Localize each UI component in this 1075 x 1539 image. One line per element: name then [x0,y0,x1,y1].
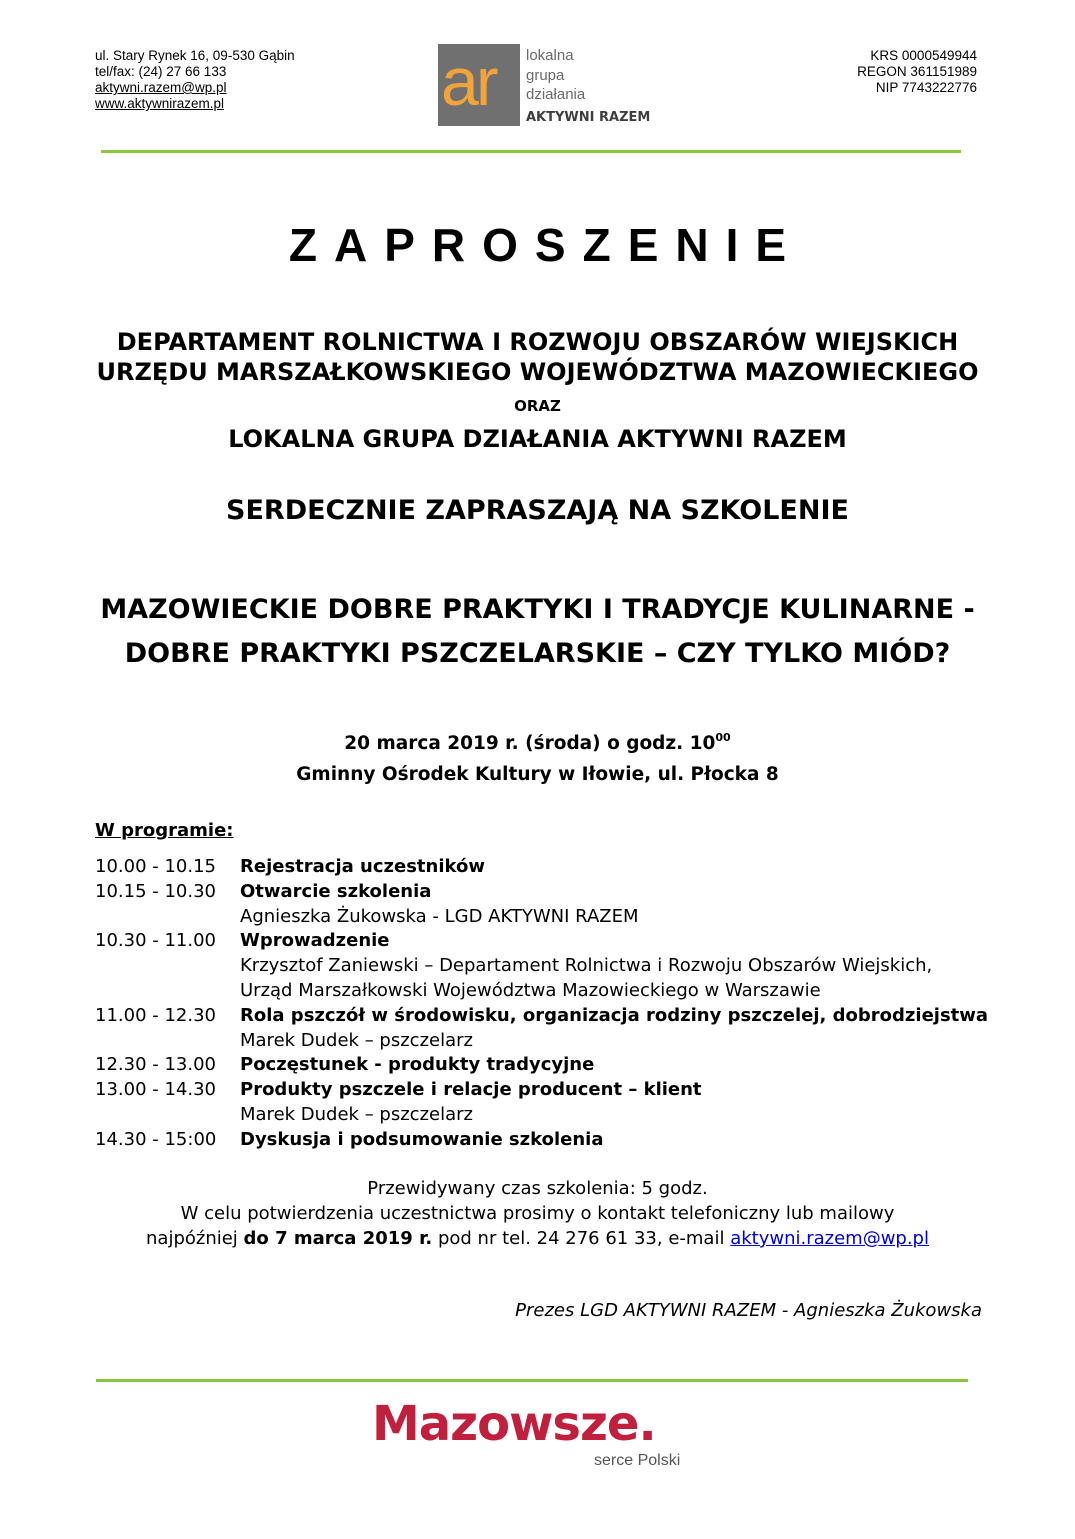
header-divider [101,150,961,153]
program-activity: Rejestracja uczestników [240,856,485,877]
website-link[interactable]: www.aktywnirazem.pl [95,96,225,111]
event-date-text: 20 marca 2019 r. (środa) o godz. 10 [344,733,716,754]
program-activity: Produkty pszczele i relacje producent – klient [240,1079,702,1101]
organizer-conjunction: ORAZ [514,397,561,415]
training-title-2: DOBRE PRAKTYKI PSZCZELARSKIE – CZY TYLKO MIÓD? [124,638,951,669]
program-activity: Rola pszczół w środowisku, organizacja rodziny pszczelej, dobrodziejstwa [240,1004,989,1026]
program-activity: Wprowadzenie [240,930,390,952]
program-time: 12.30 - 13.00 [95,1054,216,1076]
nip: NIP 7743222776 [875,80,977,95]
email-link[interactable]: aktywni.razem@wp.pl [95,80,227,95]
mazowsze-logo [372,1396,712,1478]
footer-email-link[interactable]: aktywni.razem@wp.pl [730,1228,929,1249]
program-item [95,1128,995,1153]
program-time: 14.30 - 15:00 [95,1128,217,1150]
program-speaker: Marek Dudek – pszczelarz [240,1103,473,1125]
confirm-note: W celu potwierdzenia uczestnictwa prosimy o kontakt telefoniczny lub mailowy [180,1203,895,1224]
program-speaker: Agnieszka Żukowska - LGD AKTYWNI RAZEM [240,905,639,927]
program-item [95,1004,995,1029]
program-speaker: Marek Dudek – pszczelarz [240,1029,473,1051]
deadline-pre: najpóźniej [146,1228,244,1249]
program-speaker: Urząd Marszałkowski Województwa Mazowieckiego w Warszawie [240,979,821,1001]
signature: Prezes LGD AKTYWNI RAZEM - Agnieszka Żukowska [515,1300,982,1321]
program-time: 11.00 - 12.30 [95,1004,216,1026]
invite-heading: SERDECZNIE ZAPRASZAJĄ NA SZKOLENIE [226,495,849,526]
logo-name: AKTYWNI RAZEM [526,110,651,125]
duration-note: Przewidywany czas szkolenia: 5 godz. [367,1178,708,1199]
header-contact [95,48,295,112]
event-place: Gminny Ośrodek Kultury w Iłowie, ul. Płocka 8 [296,764,779,785]
program-item [95,880,995,905]
logo-line: lokalna [526,47,574,64]
event-date [0,728,1075,759]
mazowsze-wordmark: Mazowsze. [372,1396,656,1452]
program-time: 10.30 - 11.00 [95,930,216,952]
program-activity: Otwarcie szkolenia [240,880,432,902]
program-time: 10.15 - 10.30 [95,880,216,902]
page-title: ZAPROSZENIE [288,219,804,271]
training-title-1: MAZOWIECKIE DOBRE PRAKTYKI I TRADYCJE KULINARNE - [100,594,975,625]
deadline-date: do 7 marca 2019 r. [243,1228,433,1249]
deadline-post: pod nr tel. 24 276 61 33, e-mail [432,1228,731,1249]
mazowsze-tagline: serce Polski [594,1452,681,1469]
program-label: W programie: [95,820,234,841]
footer-divider [96,1379,968,1382]
organizer-line-1: DEPARTAMENT ROLNICTWA I ROZWOJU OBSZARÓW WIEJSKICH [116,328,959,356]
program-item [95,1053,995,1078]
logo-mark: ar [441,44,496,120]
program-item [95,1078,995,1103]
program-item [95,855,995,880]
header-ids [857,48,977,96]
program-time: 13.00 - 14.30 [95,1079,216,1101]
deadline-note [0,1227,1075,1252]
krs: KRS 0000549944 [870,48,977,63]
organizer-line-2: URZĘDU MARSZAŁKOWSKIEGO WOJEWÓDZTWA MAZOWIECKIEGO [96,358,979,386]
phone-line: tel/fax: (24) 27 66 133 [95,64,227,79]
program-list [95,855,995,1153]
regon: REGON 361151989 [857,64,977,79]
lgd-logo [438,44,660,128]
program-activity: Poczęstunek - produkty tradycyjne [240,1054,595,1076]
logo-box [438,44,520,126]
program-time: 10.00 - 10.15 [95,856,216,877]
address-line: ul. Stary Rynek 16, 09-530 Gąbin [95,48,295,63]
program-speaker: Krzysztof Zaniewski – Departament Rolnictwa i Rozwoju Obszarów Wiejskich, [240,955,933,977]
program-item [95,929,995,954]
program-activity: Dyskusja i podsumowanie szkolenia [240,1128,604,1150]
event-hour-sup: 00 [715,731,731,744]
organizer-line-3: LOKALNA GRUPA DZIAŁANIA AKTYWNI RAZEM [228,425,847,453]
logo-line: grupa [526,67,565,84]
logo-line: działania [526,86,586,103]
